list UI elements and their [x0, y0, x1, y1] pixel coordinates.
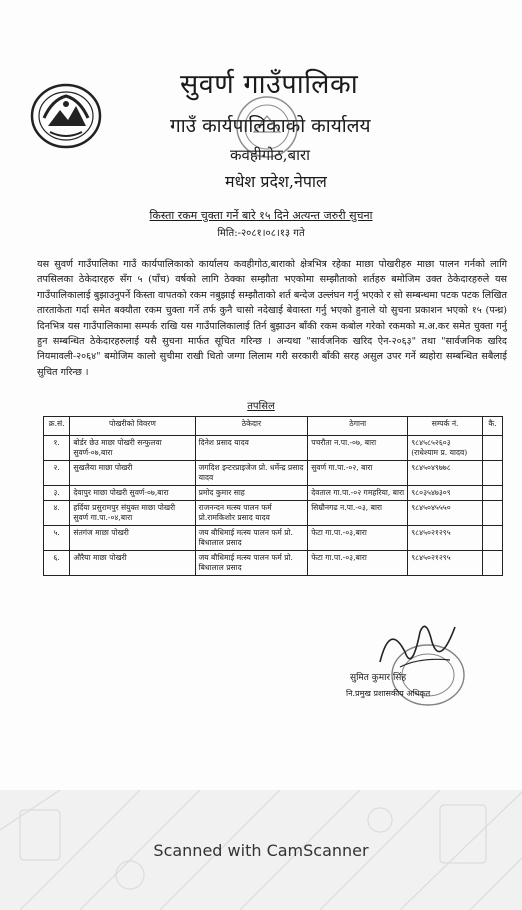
table-header-row	[44, 417, 503, 436]
cell-pond: सुखलैया माछा पोखरी	[70, 461, 195, 486]
office-location: कवहीगोठ,बारा	[230, 146, 310, 164]
cell-address: फेटा गा.पा.-०३,बारा	[308, 551, 408, 576]
cell-pond: देवापुर माछा पोखरी सुवर्ण-०७,बारा	[70, 486, 195, 501]
office-stamp	[232, 92, 302, 162]
table-row	[44, 501, 503, 526]
column-header-address: ठेगाना	[308, 417, 408, 436]
cell-contractor: जय बौधिमाई मत्स्य पालन फर्म प्रो. बिधालाल प्रसाद	[195, 551, 308, 576]
cell-sn: ६.	[44, 551, 70, 576]
cell-remark	[482, 526, 502, 551]
cell-phone: ९८४५०२१२९५	[408, 551, 483, 576]
schedule-label: तपसिल	[247, 401, 275, 412]
column-header-phone: सम्पर्क नं.	[408, 417, 483, 436]
notice-date: मिति:-२०८१।०८।१३ गते	[217, 228, 305, 239]
municipality-title: सुवर्ण गाउँपालिका	[180, 69, 359, 100]
municipality-logo	[30, 82, 102, 150]
cell-sn: २.	[44, 461, 70, 486]
cell-remark	[482, 436, 502, 461]
cell-pond: हर्दिया प्रसुरामपुर संयुक्त माछा पोखरी सुवर्ण गा.पा.-०४,बारा	[70, 501, 195, 526]
cell-sn: ५.	[44, 526, 70, 551]
cell-pond: बोर्डर छेउ माछा पोखरी सन्फुलवा सुवर्ण-०७,बारा	[70, 436, 195, 461]
column-header-contractor: ठेकेदार	[195, 417, 308, 436]
cell-remark	[482, 551, 502, 576]
cell-address: सुवर्ण गा.पा.-०२, बारा	[308, 461, 408, 486]
notice-body: यस सुवर्ण गाउँपालिका गाउँ कार्यपालिकाको कार्यालय कवहीगोठ,बाराको क्षेत्रभित्र रहेका माछा पोखरीहरु माछा पालन गर्नको लागि तपसिलका ठेकेदारहरु सँग ५ (पाँच) वर्षको लागि ठेक्का सम्झौता भएकोमा सम्झौताको शर्तहरु बमोजिम उक्त ठेकेदारहरुले यस गाउँपालिकालाई बुझाउनुपर्ने किस्ता वापतको रकम नबुझाई सम्झौताको शर्त बन्देज उल्लंघन गर्नु भएको र सो सम्बन्धमा पटक पटक लिखित तारताकेता गर्दा समेत बक्यौता रकम चुक्ता गर्ने तर्फ कुनै चासो नदेखाई बेवास्ता गर्नु भएको हुनाले यो सुचना प्रकाशन भएको १५ (पन्ध्र) दिनभित्र यस गाउँपालिकामा सम्पर्क राखि यस गाउँपालिकालाई तिर्न बुझाउन बाँकी रकम कबोल गरेको रकमको म.अ.कर समेत चुक्ता गर्नु हुन सम्बन्धित ठेकेदारहरुलाई यसै सुचना मार्फत सूचित गरिन्छ । अन्यथा "सार्वजनिक खरिद ऐन-२०६३" तथा "सार्वजनिक खरिद नियमावली-२०६४" बमोजिम कालो सुचीमा राखी धितो जग्गा लिलाम गरी सरकारी बाँकी सरह असुल उपर गर्ने ब्यहोरा सम्बन्धित सबैलाई सुचित गरिन्छ ।	[37, 259, 507, 378]
cell-pond: संतगंज माछा पोखरी	[70, 526, 195, 551]
cell-address: देवताल गा.पा.-०२ गमहरिया, बारा	[308, 486, 408, 501]
cell-address: सिम्रौनगढ न.पा.-०३, बारा	[308, 501, 408, 526]
column-header-pond: पोखरीको विवरण	[70, 417, 195, 436]
cell-contractor: दिनेश प्रसाद यादव	[195, 436, 308, 461]
signatory-name: सुमित कुमार सिंह	[350, 673, 407, 683]
cell-contractor: प्रमोद कुमार साह	[195, 486, 308, 501]
column-header-sn: क्र.सं.	[44, 417, 70, 436]
cell-contractor: जय बौधिमाई मत्स्य पालन फर्म प्रो. बिधालाल प्रसाद	[195, 526, 308, 551]
table-row	[44, 486, 503, 501]
cell-contractor: जगदिश इन्टरप्राइजेज प्रो. धर्मेन्द्र प्रसाद यादव	[195, 461, 308, 486]
cell-sn: १.	[44, 436, 70, 461]
cell-remark	[482, 486, 502, 501]
table-row	[44, 526, 503, 551]
cell-phone: ९८४५०४९७७८	[408, 461, 483, 486]
cell-phone: ९८४५०४५५५०	[408, 501, 483, 526]
cell-remark	[482, 501, 502, 526]
cell-remark	[482, 461, 502, 486]
cell-address: पचरौता न.पा.-०७, बारा	[308, 436, 408, 461]
table-row	[44, 436, 503, 461]
notice-title: किस्ता रकम चुक्ता गर्ने बारे १५ दिने अत्यन्त जरुरी सुचना	[149, 209, 373, 222]
cell-pond: औरैया माछा पोखरी	[70, 551, 195, 576]
cell-phone: ९८४५८५२६०३ (राधेश्याम प्र. यादव)	[408, 436, 483, 461]
column-header-remarks: कै.	[482, 417, 502, 436]
province-name: मधेश प्रदेश,नेपाल	[225, 172, 327, 191]
signatory-role: नि.प्रमुख प्रशासकीय अधिकृत	[346, 689, 431, 698]
cell-sn: ४.	[44, 501, 70, 526]
table-row	[44, 551, 503, 576]
cell-phone: ९८४५०२१२९५	[408, 526, 483, 551]
office-name: गाउँ कार्यपालिकाको कार्यालय	[170, 115, 371, 137]
cell-contractor: राजनन्दन मत्स्य पालन फर्म प्रो.रामकिशोर प्रसाद यादव	[195, 501, 308, 526]
schedule-table	[43, 416, 503, 576]
cell-sn: ३.	[44, 486, 70, 501]
cell-phone: ९८०३५४७३०९	[408, 486, 483, 501]
table-row	[44, 461, 503, 486]
cell-address: फेटा गा.पा.-०३,बारा	[308, 526, 408, 551]
scanned-with-label: Scanned with CamScanner	[153, 841, 369, 860]
